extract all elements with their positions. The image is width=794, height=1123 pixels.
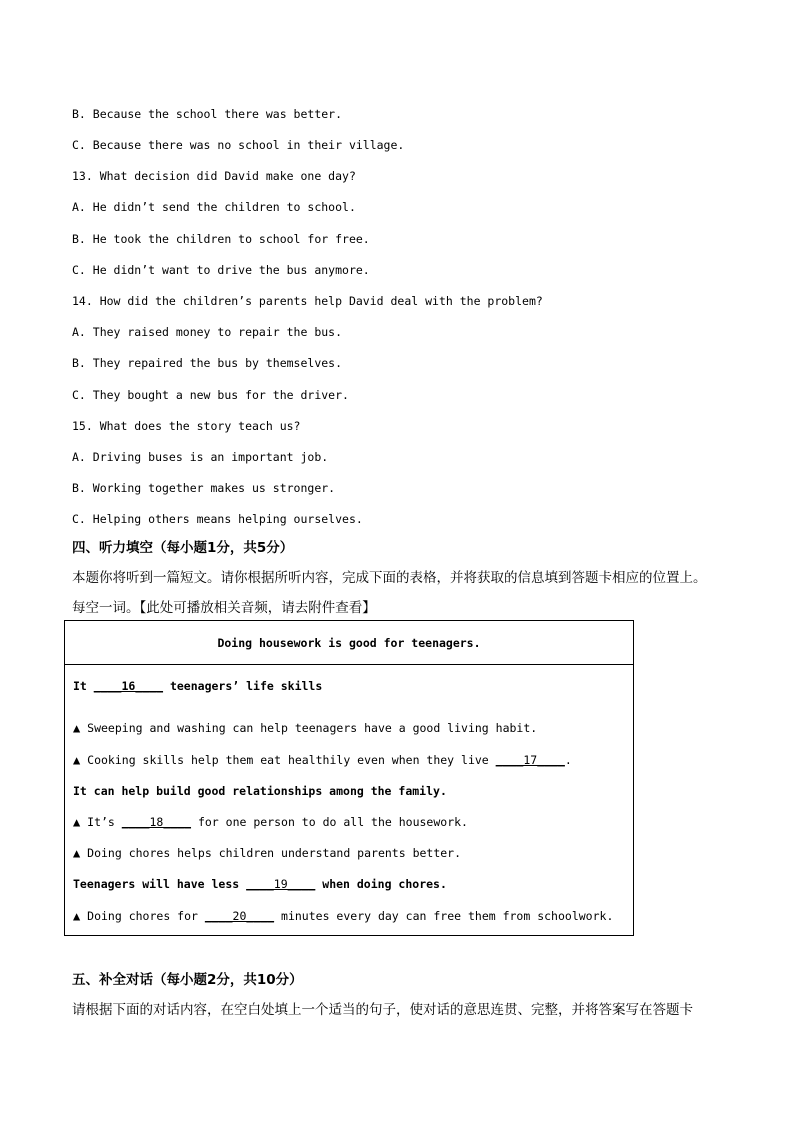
question-13: 13. What decision did David make one day? xyxy=(72,169,356,183)
row-text: Sweeping and washing can help teenagers have a good living habit. xyxy=(80,721,538,735)
option-13a: A. He didn’t send the children to school. xyxy=(72,200,356,214)
blank-17[interactable]: ____17____ xyxy=(495,753,565,767)
row-text: Cooking skills help them eat healthily even when they live xyxy=(80,753,496,767)
option-13b: B. He took the children to school for free. xyxy=(72,232,370,246)
question-14: 14. How did the children’s parents help David deal with the problem? xyxy=(72,294,543,308)
section4-instruction-2: 每空一词。【此处可播放相关音频，请去附件查看】 xyxy=(72,600,376,616)
table-row xyxy=(73,753,572,767)
triangle-bullet-icon: ▲ xyxy=(73,846,81,860)
blank-16[interactable]: ____16____ xyxy=(93,679,164,693)
option-12c: C. Because there was no school in their village. xyxy=(72,138,405,152)
table-row: It can help build good relationships among the family. xyxy=(73,784,447,798)
section5-heading: 五、补全对话（每小题2分，共10分） xyxy=(72,972,303,988)
row-text: when doing chores. xyxy=(315,877,447,891)
table-row xyxy=(73,846,461,860)
table-title: Doing housework is good for teenagers. xyxy=(65,621,633,665)
option-12b: B. Because the school there was better. xyxy=(72,107,343,121)
section4-heading: 四、听力填空（每小题1分，共5分） xyxy=(72,540,294,556)
row-text: Teenagers will have less xyxy=(73,877,247,891)
row-text: minutes every day can free them from schoolwork. xyxy=(274,909,614,923)
option-15b: B. Working together makes us stronger. xyxy=(72,481,336,495)
row-text: Doing chores for xyxy=(80,909,205,923)
table-row xyxy=(73,877,447,891)
row-text: for one person to do all the housework. xyxy=(191,815,468,829)
triangle-bullet-icon: ▲ xyxy=(73,815,81,829)
row-text: . xyxy=(564,753,572,767)
row-text: It xyxy=(73,679,94,693)
option-14b: B. They repaired the bus by themselves. xyxy=(72,356,343,370)
row-text: It’s xyxy=(80,815,122,829)
table-row xyxy=(73,815,468,829)
section5-instruction: 请根据下面的对话内容，在空白处填上一个适当的句子，使对话的意思连贯、完整，并将答案写在答题卡 xyxy=(72,1002,693,1018)
listening-table xyxy=(64,620,634,936)
row-text: Doing chores helps children understand parents better. xyxy=(80,846,462,860)
option-14a: A. They raised money to repair the bus. xyxy=(72,325,343,339)
triangle-bullet-icon: ▲ xyxy=(73,721,81,735)
option-15c: C. Helping others means helping ourselves. xyxy=(72,512,363,526)
section4-instruction: 本题你将听到一篇短文。请你根据所听内容，完成下面的表格，并将获取的信息填到答题卡相应的位置上。 xyxy=(72,570,707,586)
blank-20[interactable]: ____20____ xyxy=(204,909,275,923)
triangle-bullet-icon: ▲ xyxy=(73,909,81,923)
table-row xyxy=(73,721,537,735)
blank-19[interactable]: ____19____ xyxy=(246,877,316,891)
table-row xyxy=(73,909,613,923)
option-15a: A. Driving buses is an important job. xyxy=(72,450,329,464)
table-row xyxy=(73,679,322,693)
option-14c: C. They bought a new bus for the driver. xyxy=(72,388,349,402)
row-text: teenagers’ life skills xyxy=(163,679,323,693)
option-13c: C. He didn’t want to drive the bus anymore. xyxy=(72,263,370,277)
blank-18[interactable]: ____18____ xyxy=(121,815,192,829)
question-15: 15. What does the story teach us? xyxy=(72,419,301,433)
triangle-bullet-icon: ▲ xyxy=(73,753,81,767)
